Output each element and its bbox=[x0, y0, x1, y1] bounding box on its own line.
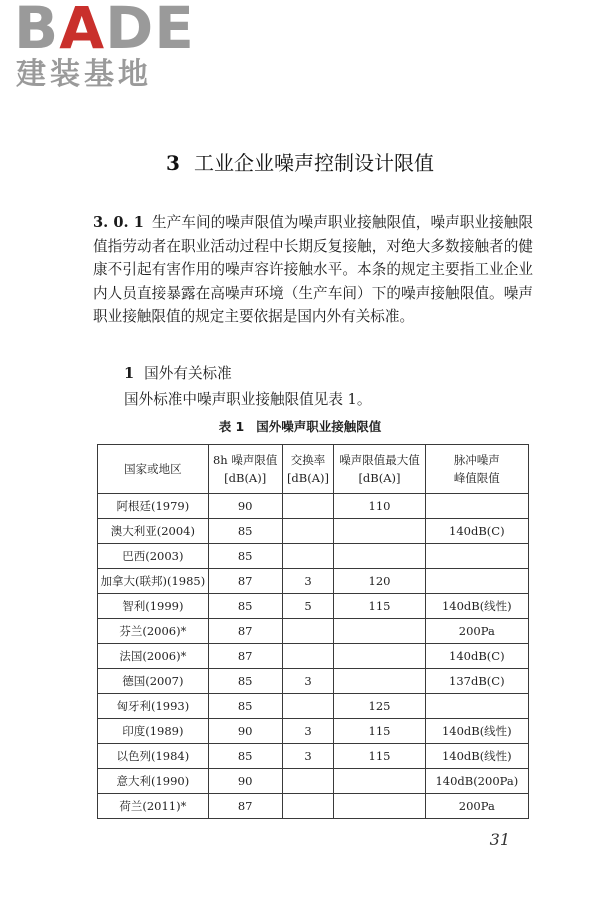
cell-country: 匈牙利(1993) bbox=[98, 694, 209, 719]
cell-country: 澳大利亚(2004) bbox=[98, 519, 209, 544]
table-caption-label: 表 1 bbox=[218, 419, 245, 434]
cell-8h-limit: 85 bbox=[208, 594, 282, 619]
cell-country: 巴西(2003) bbox=[98, 544, 209, 569]
cell-country: 法国(2006)* bbox=[98, 644, 209, 669]
logo-subtitle: 建装基地 bbox=[16, 57, 152, 92]
cell-8h-limit: 85 bbox=[208, 519, 282, 544]
table-row bbox=[98, 644, 529, 669]
table-row bbox=[98, 744, 529, 769]
table-row bbox=[98, 594, 529, 619]
cell-8h-limit: 87 bbox=[208, 619, 282, 644]
cell-peak-limit: 137dB(C) bbox=[425, 669, 528, 694]
cell-max-limit: 110 bbox=[334, 494, 425, 519]
cell-peak-limit: 140dB(C) bbox=[425, 519, 528, 544]
cell-max-limit bbox=[334, 644, 425, 669]
cell-peak-limit bbox=[425, 544, 528, 569]
cell-peak-limit: 140dB(C) bbox=[425, 644, 528, 669]
page-number: 31 bbox=[489, 830, 510, 849]
cell-exchange-rate bbox=[282, 494, 334, 519]
table-caption bbox=[0, 418, 600, 436]
cell-country: 意大利(1990) bbox=[98, 769, 209, 794]
table-header-row bbox=[98, 445, 529, 494]
cell-peak-limit: 140dB(200Pa) bbox=[425, 769, 528, 794]
cell-max-limit bbox=[334, 619, 425, 644]
table-row bbox=[98, 619, 529, 644]
table-row bbox=[98, 519, 529, 544]
cell-exchange-rate bbox=[282, 544, 334, 569]
clause-text: 生产车间的噪声限值为噪声职业接触限值，噪声职业接触限值指劳动者在职业活动过程中长期反复接触，对绝大多数接触者的健康不引起有害作用的噪声容许接触水平。本条的规定主要指工业企业内人员直接暴露在高噪声环境（生产车间）下的噪声接触限值。噪声职业接触限值的规定主要依据是国内外有关标准。 bbox=[93, 214, 533, 325]
cell-country: 加拿大(联邦)(1985) bbox=[98, 569, 209, 594]
cell-peak-limit bbox=[425, 694, 528, 719]
cell-exchange-rate: 3 bbox=[282, 744, 334, 769]
cell-8h-limit: 90 bbox=[208, 719, 282, 744]
cell-8h-limit: 87 bbox=[208, 569, 282, 594]
cell-8h-limit: 87 bbox=[208, 644, 282, 669]
cell-exchange-rate: 3 bbox=[282, 569, 334, 594]
cell-max-limit: 115 bbox=[334, 744, 425, 769]
cell-peak-limit: 140dB(线性) bbox=[425, 594, 528, 619]
table-row bbox=[98, 494, 529, 519]
header-exchange-rate: 交换率 [dB(A)] bbox=[282, 445, 334, 494]
cell-exchange-rate bbox=[282, 794, 334, 819]
cell-exchange-rate: 3 bbox=[282, 669, 334, 694]
table-row bbox=[98, 694, 529, 719]
cell-max-limit: 125 bbox=[334, 694, 425, 719]
cell-peak-limit bbox=[425, 494, 528, 519]
cell-max-limit bbox=[334, 794, 425, 819]
cell-country: 以色列(1984) bbox=[98, 744, 209, 769]
cell-max-limit bbox=[334, 544, 425, 569]
cell-8h-limit: 85 bbox=[208, 744, 282, 769]
chapter-title-text: 工业企业噪声控制设计限值 bbox=[193, 151, 434, 175]
table-row bbox=[98, 669, 529, 694]
cell-exchange-rate bbox=[282, 769, 334, 794]
item-title: 国外有关标准 bbox=[144, 365, 232, 382]
cell-8h-limit: 85 bbox=[208, 694, 282, 719]
cell-country: 阿根廷(1979) bbox=[98, 494, 209, 519]
chapter-title bbox=[0, 150, 600, 176]
cell-exchange-rate: 5 bbox=[282, 594, 334, 619]
cell-exchange-rate: 3 bbox=[282, 719, 334, 744]
cell-8h-limit: 87 bbox=[208, 794, 282, 819]
header-8h-limit: 8h 噪声限值 [dB(A)] bbox=[208, 445, 282, 494]
cell-exchange-rate bbox=[282, 619, 334, 644]
header-max-limit: 噪声限值最大值 [dB(A)] bbox=[334, 445, 425, 494]
cell-8h-limit: 90 bbox=[208, 769, 282, 794]
header-country: 国家或地区 bbox=[98, 445, 209, 494]
cell-peak-limit: 200Pa bbox=[425, 619, 528, 644]
cell-country: 荷兰(2011)* bbox=[98, 794, 209, 819]
table-row bbox=[98, 569, 529, 594]
cell-peak-limit: 140dB(线性) bbox=[425, 744, 528, 769]
cell-peak-limit bbox=[425, 569, 528, 594]
cell-max-limit: 120 bbox=[334, 569, 425, 594]
logo-wordmark: BADE bbox=[14, 0, 195, 62]
table-body bbox=[98, 494, 529, 819]
cell-max-limit: 115 bbox=[334, 719, 425, 744]
cell-8h-limit: 85 bbox=[208, 544, 282, 569]
cell-country: 德国(2007) bbox=[98, 669, 209, 694]
item-intro: 国外标准中噪声职业接触限值见表 1。 bbox=[124, 391, 372, 408]
cell-exchange-rate bbox=[282, 519, 334, 544]
table-caption-title: 国外噪声职业接触限值 bbox=[256, 419, 382, 434]
clause-paragraph bbox=[93, 211, 533, 329]
cell-country: 印度(1989) bbox=[98, 719, 209, 744]
cell-exchange-rate bbox=[282, 644, 334, 669]
cell-8h-limit: 85 bbox=[208, 669, 282, 694]
clause-number: 3. 0. 1 bbox=[93, 214, 144, 231]
table-row bbox=[98, 769, 529, 794]
cell-max-limit: 115 bbox=[334, 594, 425, 619]
cell-peak-limit: 140dB(线性) bbox=[425, 719, 528, 744]
cell-country: 智利(1999) bbox=[98, 594, 209, 619]
cell-country: 芬兰(2006)* bbox=[98, 619, 209, 644]
item-number: 1 bbox=[124, 365, 135, 382]
cell-max-limit bbox=[334, 769, 425, 794]
cell-exchange-rate bbox=[282, 694, 334, 719]
bade-logo bbox=[8, 0, 195, 95]
cell-peak-limit: 200Pa bbox=[425, 794, 528, 819]
noise-limits-table bbox=[97, 444, 529, 819]
cell-max-limit bbox=[334, 669, 425, 694]
cell-max-limit bbox=[334, 519, 425, 544]
table-row bbox=[98, 794, 529, 819]
header-peak-limit: 脉冲噪声 峰值限值 bbox=[425, 445, 528, 494]
table-row bbox=[98, 719, 529, 744]
chapter-number: 3 bbox=[166, 151, 180, 175]
item-heading bbox=[124, 363, 232, 385]
cell-8h-limit: 90 bbox=[208, 494, 282, 519]
table-row bbox=[98, 544, 529, 569]
